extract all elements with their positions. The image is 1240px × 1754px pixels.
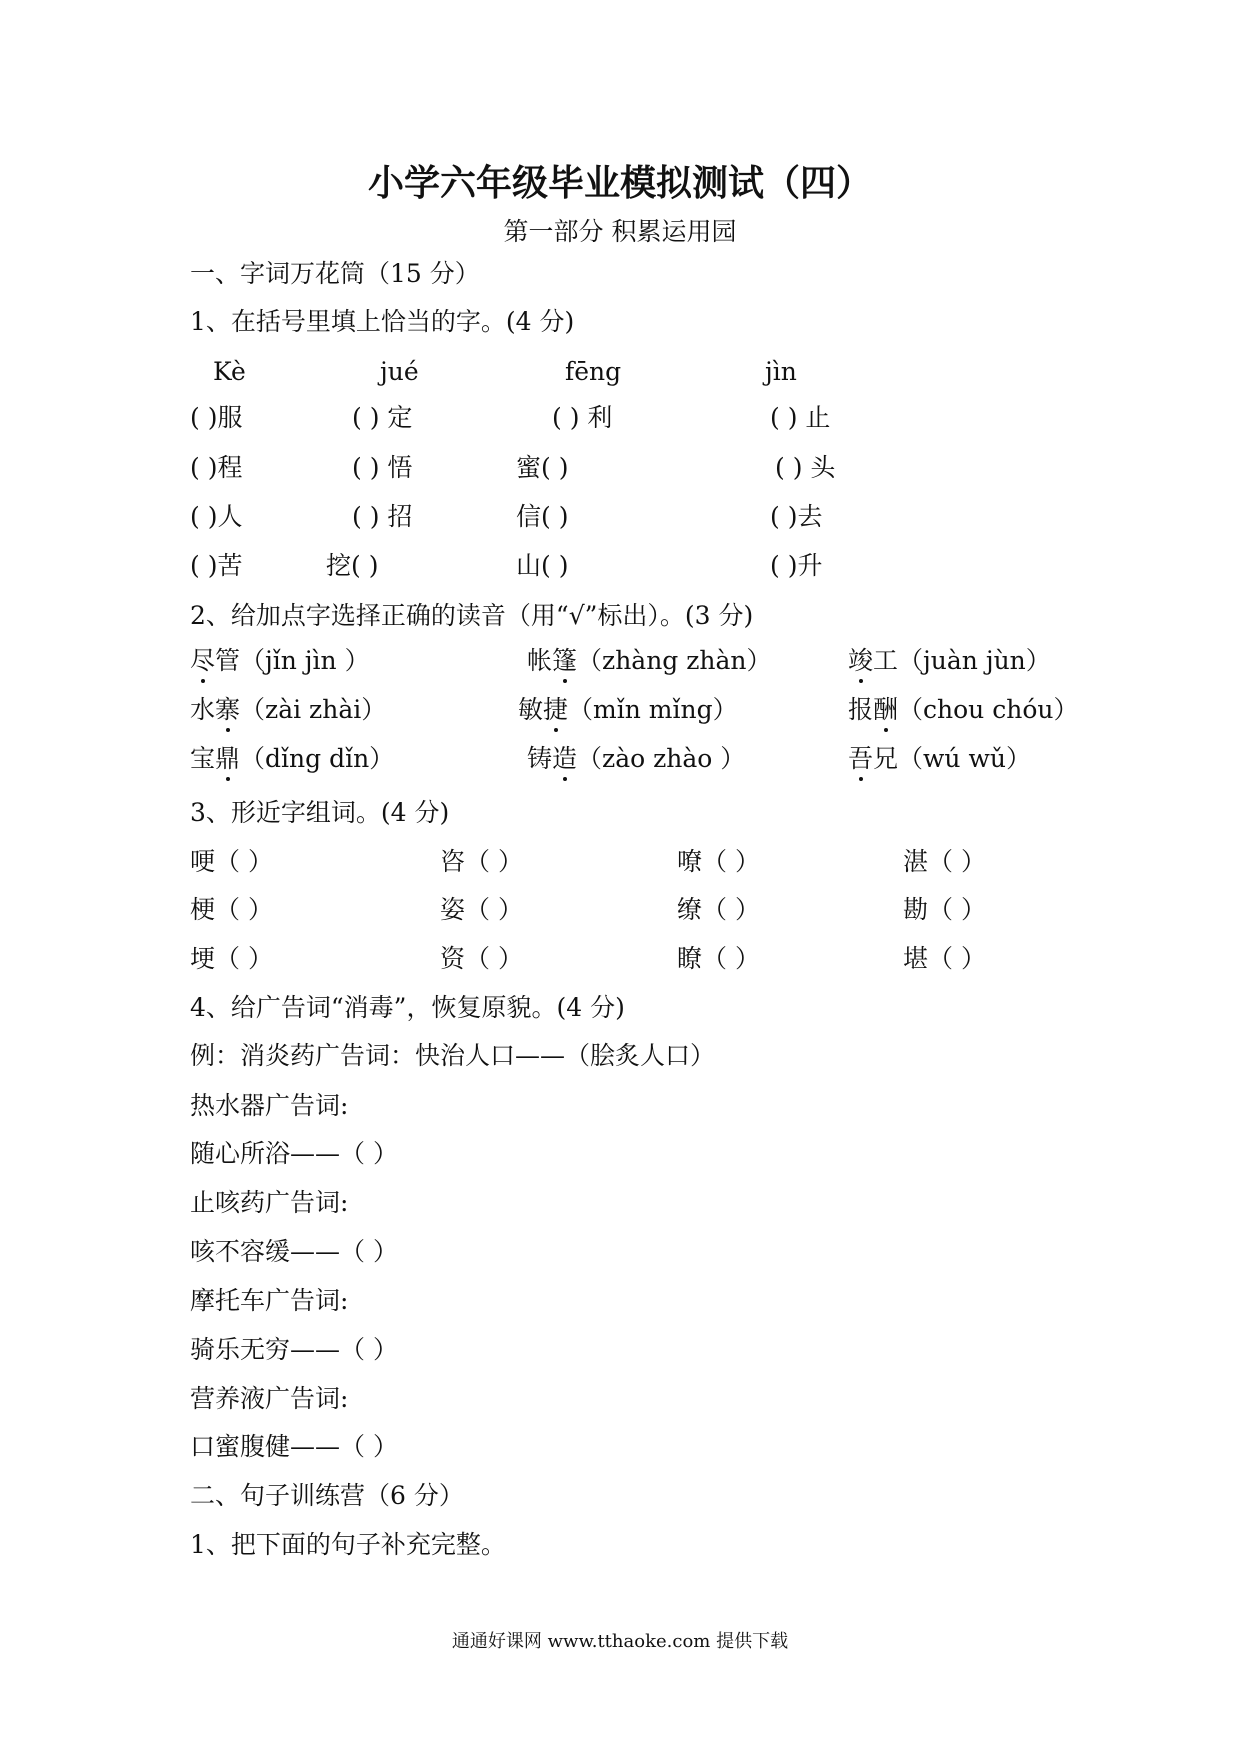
- q3-word: 咨（ ）: [440, 847, 523, 876]
- q1-blank: ( )去: [770, 502, 823, 531]
- q3-word: 湛（ ）: [903, 847, 986, 876]
- q2-item: 吾兄（wú wǔ）: [848, 744, 1031, 773]
- q1-blank: ( ) 止: [770, 403, 831, 432]
- q1-blank: ( ) 招: [352, 502, 413, 531]
- q4-line: 骑乐无穷——（ ）: [190, 1335, 398, 1364]
- q1-pinyin-4: jìn: [765, 357, 797, 386]
- q2-item: 宝鼎（dǐng dǐn）: [190, 744, 395, 773]
- q1-pinyin-1: Kè: [213, 357, 246, 386]
- q1-blank: ( )服: [190, 403, 243, 432]
- q1-blank: 信( ): [516, 502, 569, 531]
- q3-prompt: 3、形近字组词。(4 分): [190, 798, 450, 827]
- q3-word: 堪（ ）: [903, 944, 986, 973]
- q3-word: 哽（ ）: [190, 847, 273, 876]
- q4-line: 营养液广告词:: [190, 1384, 349, 1413]
- q1-blank: ( )升: [770, 551, 823, 580]
- q4-line: 止咳药广告词:: [190, 1188, 349, 1217]
- q4-line: 咳不容缓——（ ）: [190, 1237, 398, 1266]
- q3-word: 缭（ ）: [677, 895, 760, 924]
- q4-line: 摩托车广告词:: [190, 1286, 349, 1315]
- q3-word: 嘹（ ）: [677, 847, 760, 876]
- q3-word: 资（ ）: [440, 944, 523, 973]
- section2-q1: 1、把下面的句子补充完整。: [190, 1530, 506, 1559]
- q2-item: 帐篷（zhàng zhàn）: [527, 646, 772, 675]
- q2-item: 报酬（chou chóu）: [848, 695, 1079, 724]
- q1-pinyin-3: fēng: [565, 357, 622, 386]
- q3-word: 姿（ ）: [440, 895, 523, 924]
- section2-heading: 二、句子训练营（6 分）: [190, 1481, 464, 1510]
- q2-item: 竣工（juàn jùn）: [848, 646, 1051, 675]
- q4-line: 随心所浴——（ ）: [190, 1139, 398, 1168]
- page-footer: 通通好课网 www.tthaoke.com 提供下载: [451, 1631, 789, 1652]
- q2-item: 尽管（jǐn jìn ）: [190, 646, 370, 675]
- q1-pinyin-2: jué: [380, 357, 419, 386]
- page-title: 小学六年级毕业模拟测试（四）: [367, 163, 872, 204]
- q1-blank: ( ) 头: [775, 453, 836, 482]
- q3-word: 梗（ ）: [190, 895, 273, 924]
- q4-prompt: 4、给广告词“消毒”，恢复原貌。(4 分): [190, 993, 625, 1022]
- q3-word: 埂（ ）: [190, 944, 273, 973]
- q4-line: 口蜜腹健——（ ）: [190, 1432, 398, 1461]
- q2-item: 敏捷（mǐn mǐng）: [518, 695, 738, 724]
- section1-heading: 一、字词万花筒（15 分）: [190, 259, 480, 288]
- q2-item: 水寨（zài zhài）: [190, 695, 387, 724]
- q1-blank: ( )人: [190, 502, 243, 531]
- q3-word: 勘（ ）: [903, 895, 986, 924]
- q2-item: 铸造（zào zhào ）: [527, 744, 746, 773]
- q1-blank: 山( ): [516, 551, 569, 580]
- q4-example: 例：消炎药广告词：快治人口——（脍炙人口）: [190, 1041, 716, 1070]
- q1-blank: ( ) 定: [352, 403, 413, 432]
- q1-blank: ( )程: [190, 453, 243, 482]
- q1-blank: ( ) 利: [552, 403, 613, 432]
- q2-prompt: 2、给加点字选择正确的读音（用“√”标出）。(3 分): [190, 601, 754, 630]
- q3-word: 瞭（ ）: [677, 944, 760, 973]
- q1-prompt: 1、在括号里填上恰当的字。(4 分): [190, 307, 575, 336]
- q1-blank: 挖( ): [326, 551, 379, 580]
- q1-blank: ( ) 悟: [352, 453, 413, 482]
- q1-blank: ( )苦: [190, 551, 243, 580]
- page-subtitle: 第一部分 积累运用园: [503, 217, 737, 246]
- q1-blank: 蜜( ): [516, 453, 569, 482]
- q4-line: 热水器广告词:: [190, 1091, 349, 1120]
